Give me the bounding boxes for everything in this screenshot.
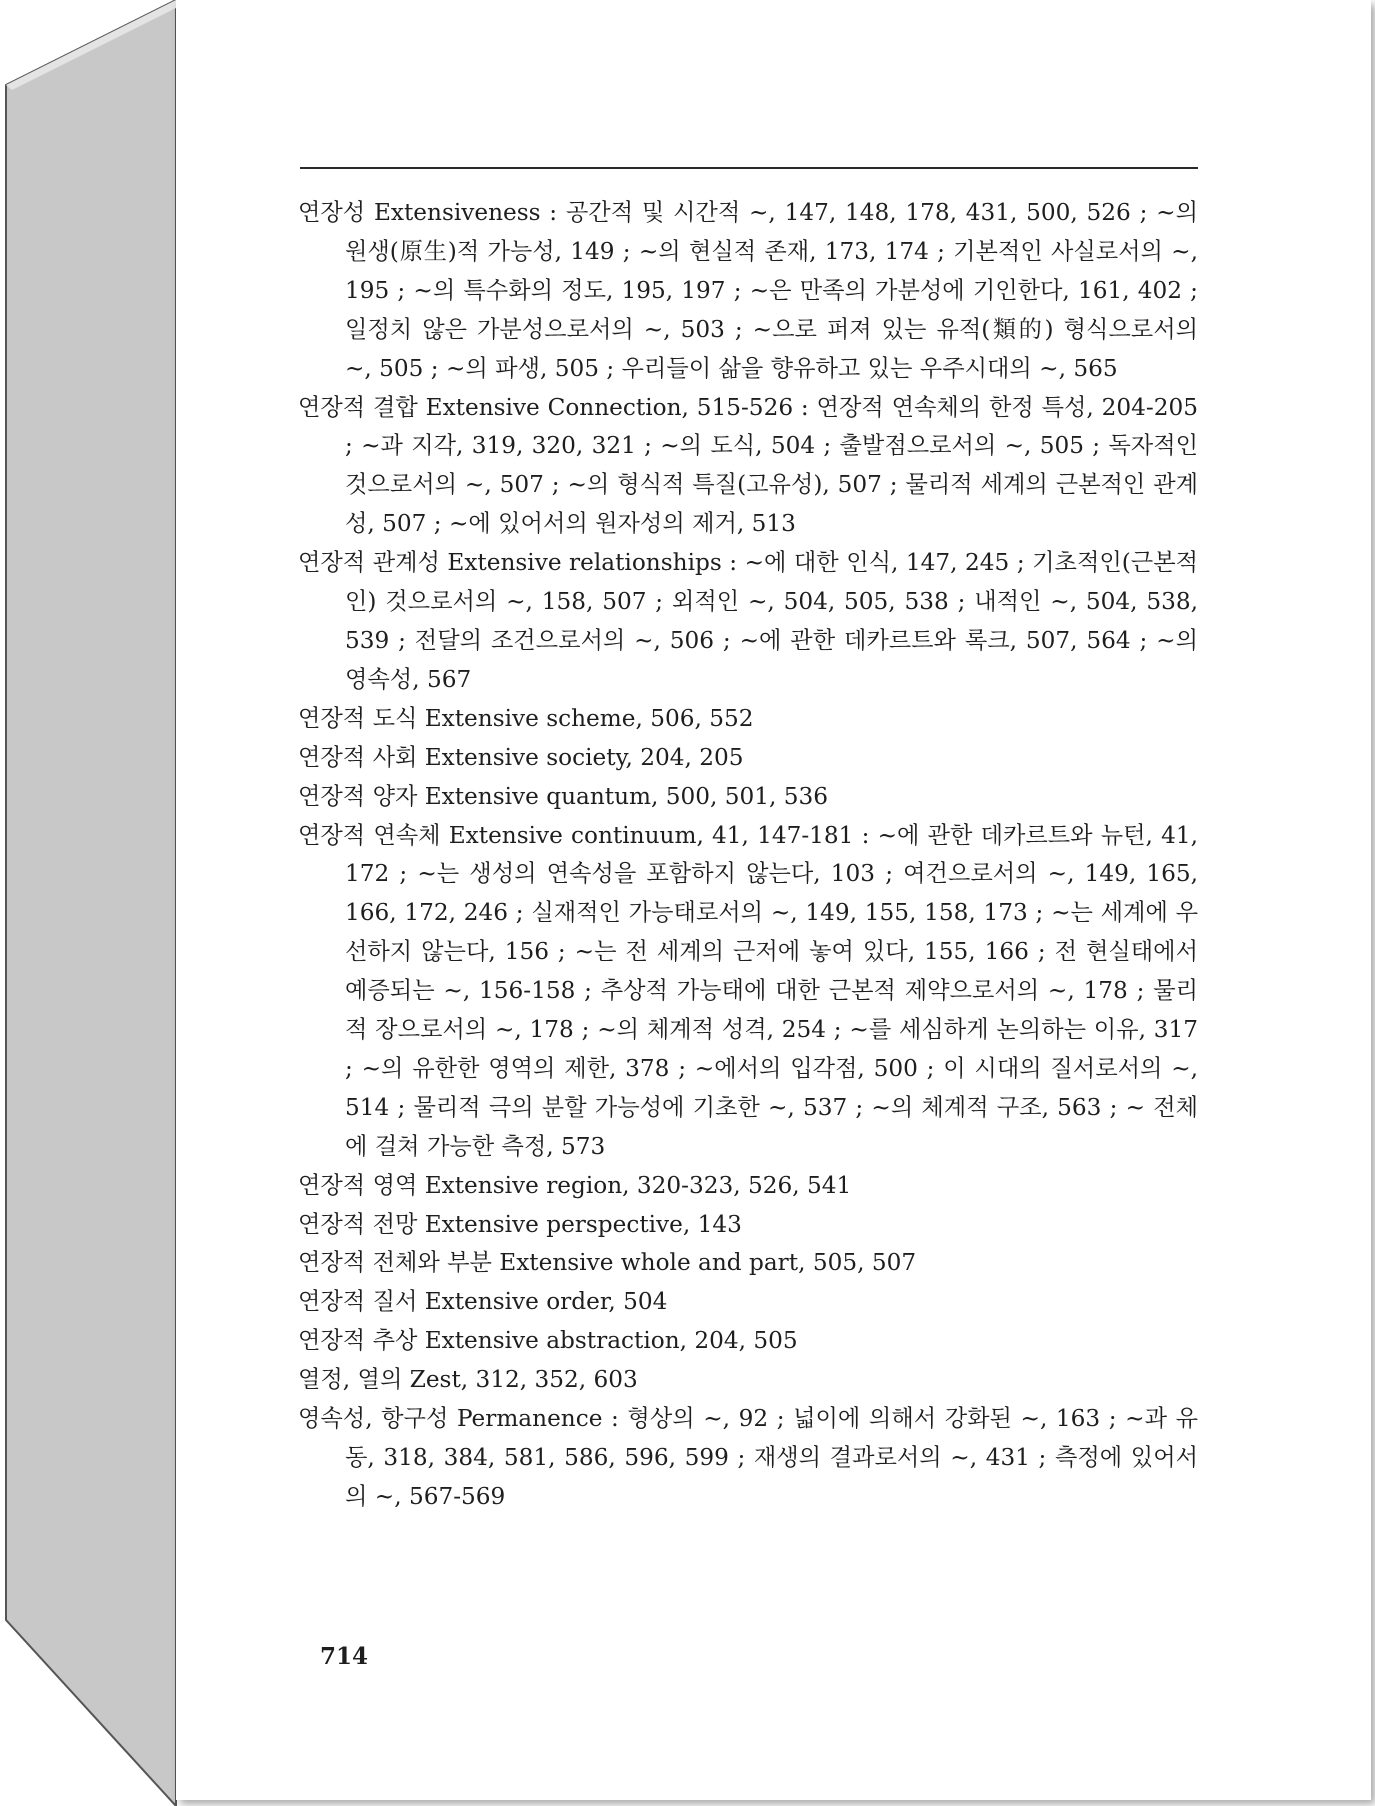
page-number: 714: [320, 1643, 369, 1670]
index-entries: [298, 194, 1198, 1517]
header-rule: [300, 167, 1198, 169]
index-entry: 연장적 결합 Extensive Connection, 515-526 : 연장적 연속체의 한정 특성, 204-205 ; ~과 지각, 319, 320, 321 ; ~의 도식, 504 ; 출발점으로서의 ~, 505 ; 독자적인 것으로서의 ~, 507 ; ~의 형식적 특질(고유성), 507 ; 물리적 세계의 근본적인 관계성, 507 ; ~에 있어서의 원자성의 제거, 513: [298, 393, 1198, 538]
index-entry: 연장적 양자 Extensive quantum, 500, 501, 536: [298, 782, 828, 810]
index-entry: 연장적 전체와 부분 Extensive whole and part, 505, 507: [298, 1249, 917, 1277]
index-entry: 연장성 Extensiveness : 공간적 및 시간적 ~, 147, 148, 178, 431, 500, 526 ; ~의 원생(原生)적 가능성, 149 ; ~의 현실적 존재, 173, 174 ; 기본적인 사실로서의 ~, 195 ; ~의 특수화의 정도, 195, 197 ; ~은 만족의 가분성에 기인한다, 161, 402 ; 일정치 않은 가분성으로서의 ~, 503 ; ~으로 퍼져 있는 유적(類的) 형식으로서의 ~, 505 ; ~의 파생, 505 ; 우리들이 삶을 향유하고 있는 우주시대의 ~, 565: [298, 199, 1198, 382]
index-entry: 열정, 열의 Zest, 312, 352, 603: [298, 1366, 638, 1394]
book-side-panel: [0, 0, 180, 1806]
index-entry: 연장적 도식 Extensive scheme, 506, 552: [298, 704, 754, 732]
index-entry: 연장적 관계성 Extensive relationships : ~에 대한 인식, 147, 245 ; 기초적인(근본적인) 것으로서의 ~, 158, 507 ; 외적인 ~, 504, 505, 538 ; 내적인 ~, 504, 538, 539 ; 전달의 조건으로서의 ~, 506 ; ~에 관한 데카르트와 록크, 507, 564 ; ~의 영속성, 567: [298, 549, 1198, 693]
index-entry: 영속성, 항구성 Permanence : 형상의 ~, 92 ; 넓이에 의해서 강화된 ~, 163 ; ~과 유동, 318, 384, 581, 586, 596, 599 ; 재생의 결과로서의 ~, 431 ; 측정에 있어서의 ~, 567-569: [298, 1405, 1198, 1510]
index-entry: 연장적 연속체 Extensive continuum, 41, 147-181 : ~에 관한 데카르트와 뉴턴, 41, 172 ; ~는 생성의 연속성을 포함하지 않는다, 103 ; 여건으로서의 ~, 149, 165, 166, 172, 246 ; 실재적인 가능태로서의 ~, 149, 155, 158, 173 ; ~는 세계에 우선하지 않는다, 156 ; ~는 전 세계의 근저에 놓여 있다, 155, 166 ; 전 현실태에서 예증되는 ~, 156-158 ; 추상적 가능태에 대한 근본적 제약으로서의 ~, 178 ; 물리적 장으로서의 ~, 178 ; ~의 체계적 성격, 254 ; ~를 세심하게 논의하는 이유, 317 ; ~의 유한한 영역의 제한, 378 ; ~에서의 입각점, 500 ; 이 시대의 질서로서의 ~, 514 ; 물리적 극의 분할 가능성에 기초한 ~, 537 ; ~의 체계적 구조, 563 ; ~ 전체에 걸쳐 가능한 측정, 573: [298, 821, 1198, 1160]
index-entry: 연장적 질서 Extensive order, 504: [298, 1288, 668, 1316]
index-entry: 연장적 추상 Extensive abstraction, 204, 505: [298, 1327, 798, 1355]
index-entry: 연장적 사회 Extensive society, 204, 205: [298, 743, 744, 771]
index-entry: 연장적 전망 Extensive perspective, 143: [298, 1210, 742, 1238]
index-entry: 연장적 영역 Extensive region, 320-323, 526, 541: [298, 1171, 852, 1199]
